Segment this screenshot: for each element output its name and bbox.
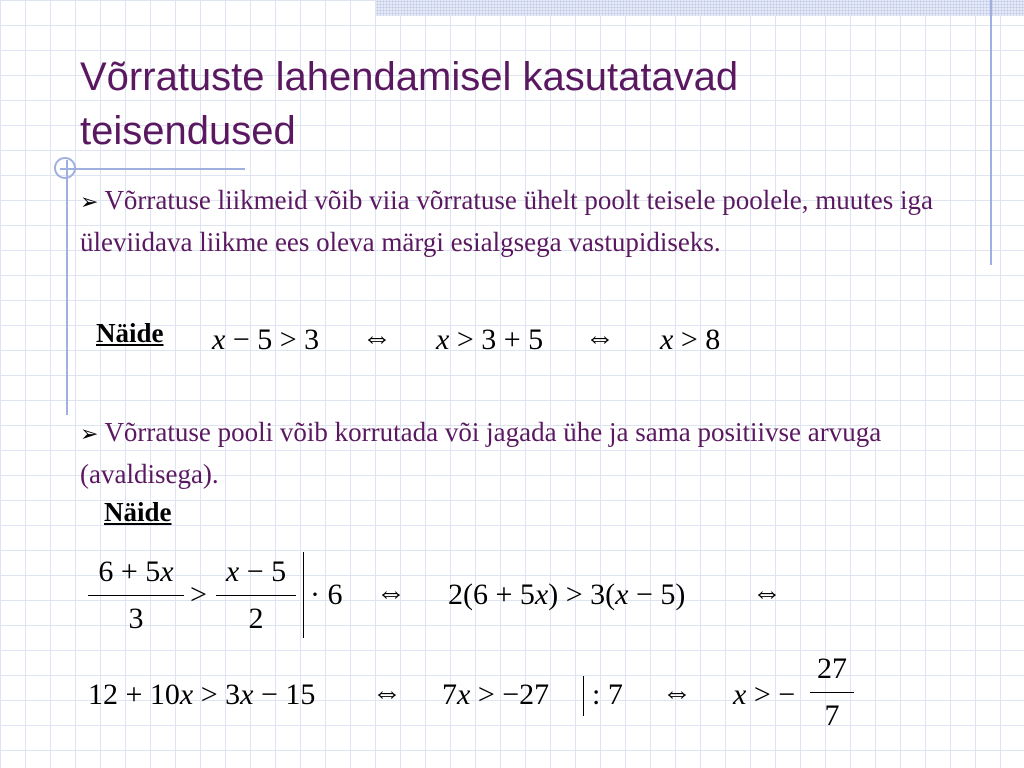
left-vertical-line <box>66 160 68 415</box>
ex3-expr-a: 12 + 10x > 3x − 15 <box>88 678 316 711</box>
equiv-icon: ⇔ <box>372 676 402 709</box>
rule-2-text: Võrratuse pooli võib korrutada või jagada ühe ja sama positiivse arvuga (avaldisega). <box>80 417 882 489</box>
example-label-1: Näide <box>96 318 164 348</box>
ex3-frac-num: 27 <box>817 652 847 685</box>
slide-title <box>80 50 980 158</box>
ex2-frac2-den: 2 <box>248 602 264 635</box>
ex2-multiplier: · 6 <box>310 578 343 611</box>
ex1-expr-a: x − 5 > 3 <box>212 323 320 356</box>
ex3-frac-den: 7 <box>824 699 840 732</box>
title-line-1: Võrratuste lahendamisel kasutatavad <box>80 55 739 99</box>
ex3-divisor: : 7 <box>592 678 623 711</box>
vertical-bar <box>583 676 584 716</box>
right-vertical-line <box>990 0 992 265</box>
rule-1-text: Võrratuse liikmeid võib viia võrratuse ühelt poolt teisele poolele, muutes iga üleviidava liikme ees oleva märgi esialgsega vastupidiseks. <box>80 185 933 257</box>
ex2-step2: 2(6 + 5x) > 3(x − 5) <box>448 578 686 611</box>
ex2-frac2-num: x − 5 <box>225 555 287 588</box>
ex3-expr-c: x > − <box>733 678 796 711</box>
arrow-bullet-icon: ➢ <box>80 189 99 214</box>
title-line-2: teisendused <box>80 109 296 153</box>
ex2-fraction-2 <box>216 555 296 636</box>
ex2-gt: > <box>190 578 207 611</box>
fraction-bar <box>88 595 184 596</box>
fraction-bar <box>216 595 296 596</box>
ex3-expr-b: 7x > −27 <box>442 678 550 711</box>
rule-2 <box>80 412 980 495</box>
circle-decoration <box>54 157 76 179</box>
top-dotted-band <box>376 0 1024 16</box>
equiv-icon: ⇔ <box>662 676 692 709</box>
ex1-expr-b: x > 3 + 5 <box>436 323 544 356</box>
vertical-bar <box>303 552 304 638</box>
equiv-icon: ⇔ <box>362 321 392 354</box>
arrow-bullet-icon: ➢ <box>80 421 99 446</box>
title-underline <box>60 168 245 170</box>
ex2-fraction-1 <box>88 555 184 636</box>
fraction-bar <box>810 692 854 693</box>
ex3-fraction <box>810 652 854 733</box>
equiv-icon: ⇔ <box>752 576 782 609</box>
ex2-frac1-den: 3 <box>128 602 144 635</box>
equiv-icon: ⇔ <box>585 321 615 354</box>
equiv-icon: ⇔ <box>376 576 406 609</box>
ex1-expr-c: x > 8 <box>660 323 721 356</box>
rule-1 <box>80 180 980 263</box>
example-label-2: Näide <box>104 497 172 527</box>
ex2-frac1-num: 6 + 5x <box>98 555 174 588</box>
